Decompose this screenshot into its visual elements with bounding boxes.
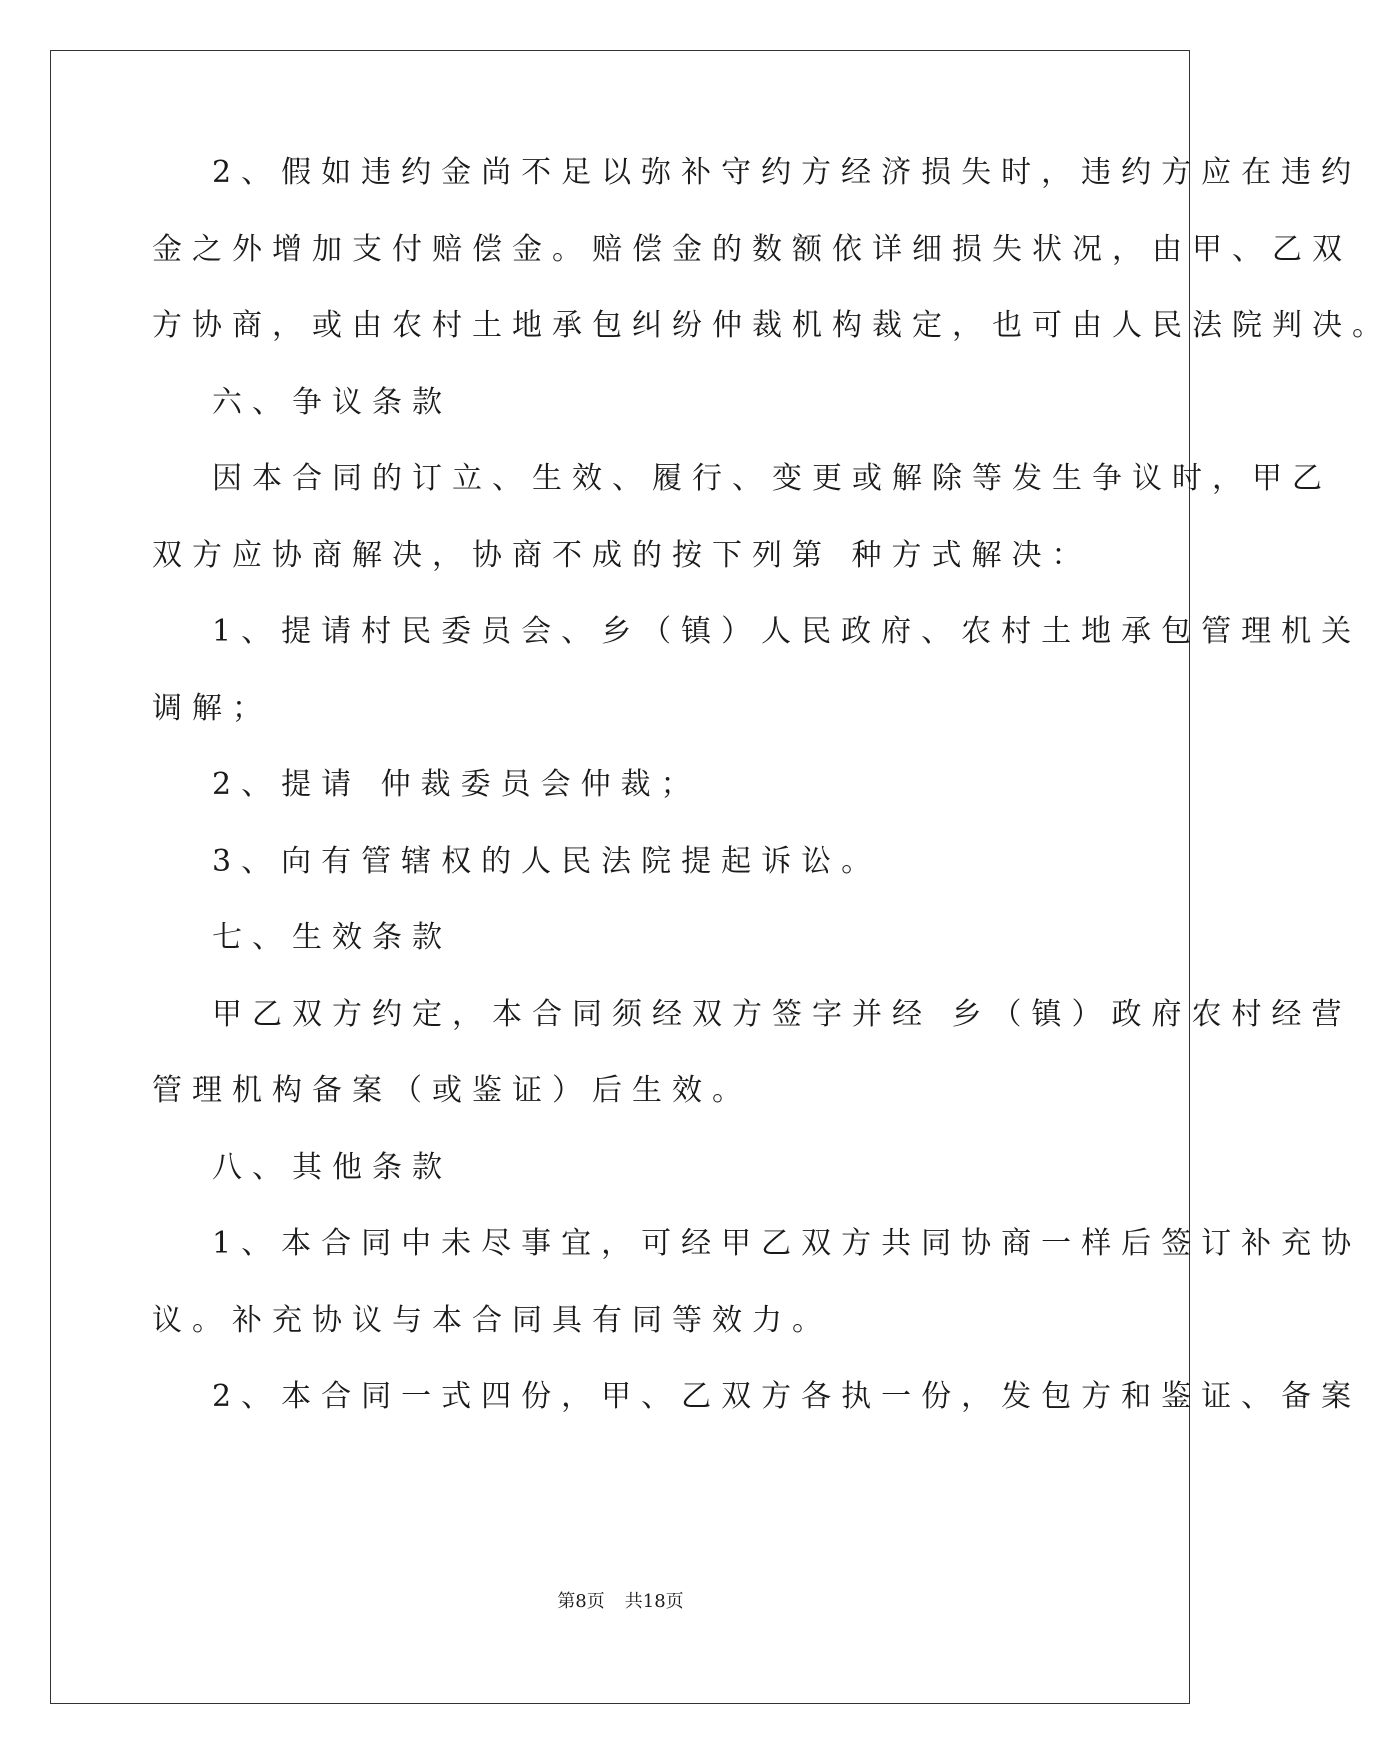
- paragraph-line: 双方应协商解决，协商不成的按下列第 种方式解决：: [152, 538, 1092, 573]
- paragraph-line: 2、本合同一式四份，甲、乙双方各执一份，发包方和鉴证、备案: [212, 1379, 1362, 1414]
- paragraph-line: 1、本合同中未尽事宜，可经甲乙双方共同协商一样后签订补充协: [212, 1226, 1362, 1261]
- paragraph-line: 3、向有管辖权的人民法院提起诉讼。: [212, 844, 882, 879]
- paragraph-line: 调解；: [152, 691, 272, 726]
- page-footer: [0, 1590, 1241, 1614]
- section-heading: 六、争议条款: [212, 385, 452, 420]
- paragraph-line: 2、假如违约金尚不足以弥补守约方经济损失时，违约方应在违约: [212, 155, 1362, 190]
- paragraph-line: 甲乙双方约定，本合同须经双方签字并经 乡（镇）政府农村经营: [212, 997, 1352, 1032]
- page-number-total: 共18页: [624, 1591, 684, 1612]
- paragraph-line: 金之外增加支付赔偿金。赔偿金的数额依详细损失状况，由甲、乙双: [152, 232, 1352, 267]
- paragraph-line: 管理机构备案（或鉴证）后生效。: [152, 1073, 752, 1108]
- paragraph-line: 因本合同的订立、生效、履行、变更或解除等发生争议时，甲乙: [212, 461, 1332, 496]
- paragraph-line: 议。补充协议与本合同具有同等效力。: [152, 1303, 832, 1338]
- page-number-current: 第8页: [557, 1591, 605, 1612]
- paragraph-line: 2、提请 仲裁委员会仲裁；: [212, 767, 701, 802]
- paragraph-line: 方协商，或由农村土地承包纠纷仲裁机构裁定，也可由人民法院判决。: [152, 308, 1392, 343]
- section-heading: 八、其他条款: [212, 1150, 452, 1185]
- section-heading: 七、生效条款: [212, 920, 452, 955]
- paragraph-line: 1、提请村民委员会、乡（镇）人民政府、农村土地承包管理机关: [212, 614, 1362, 649]
